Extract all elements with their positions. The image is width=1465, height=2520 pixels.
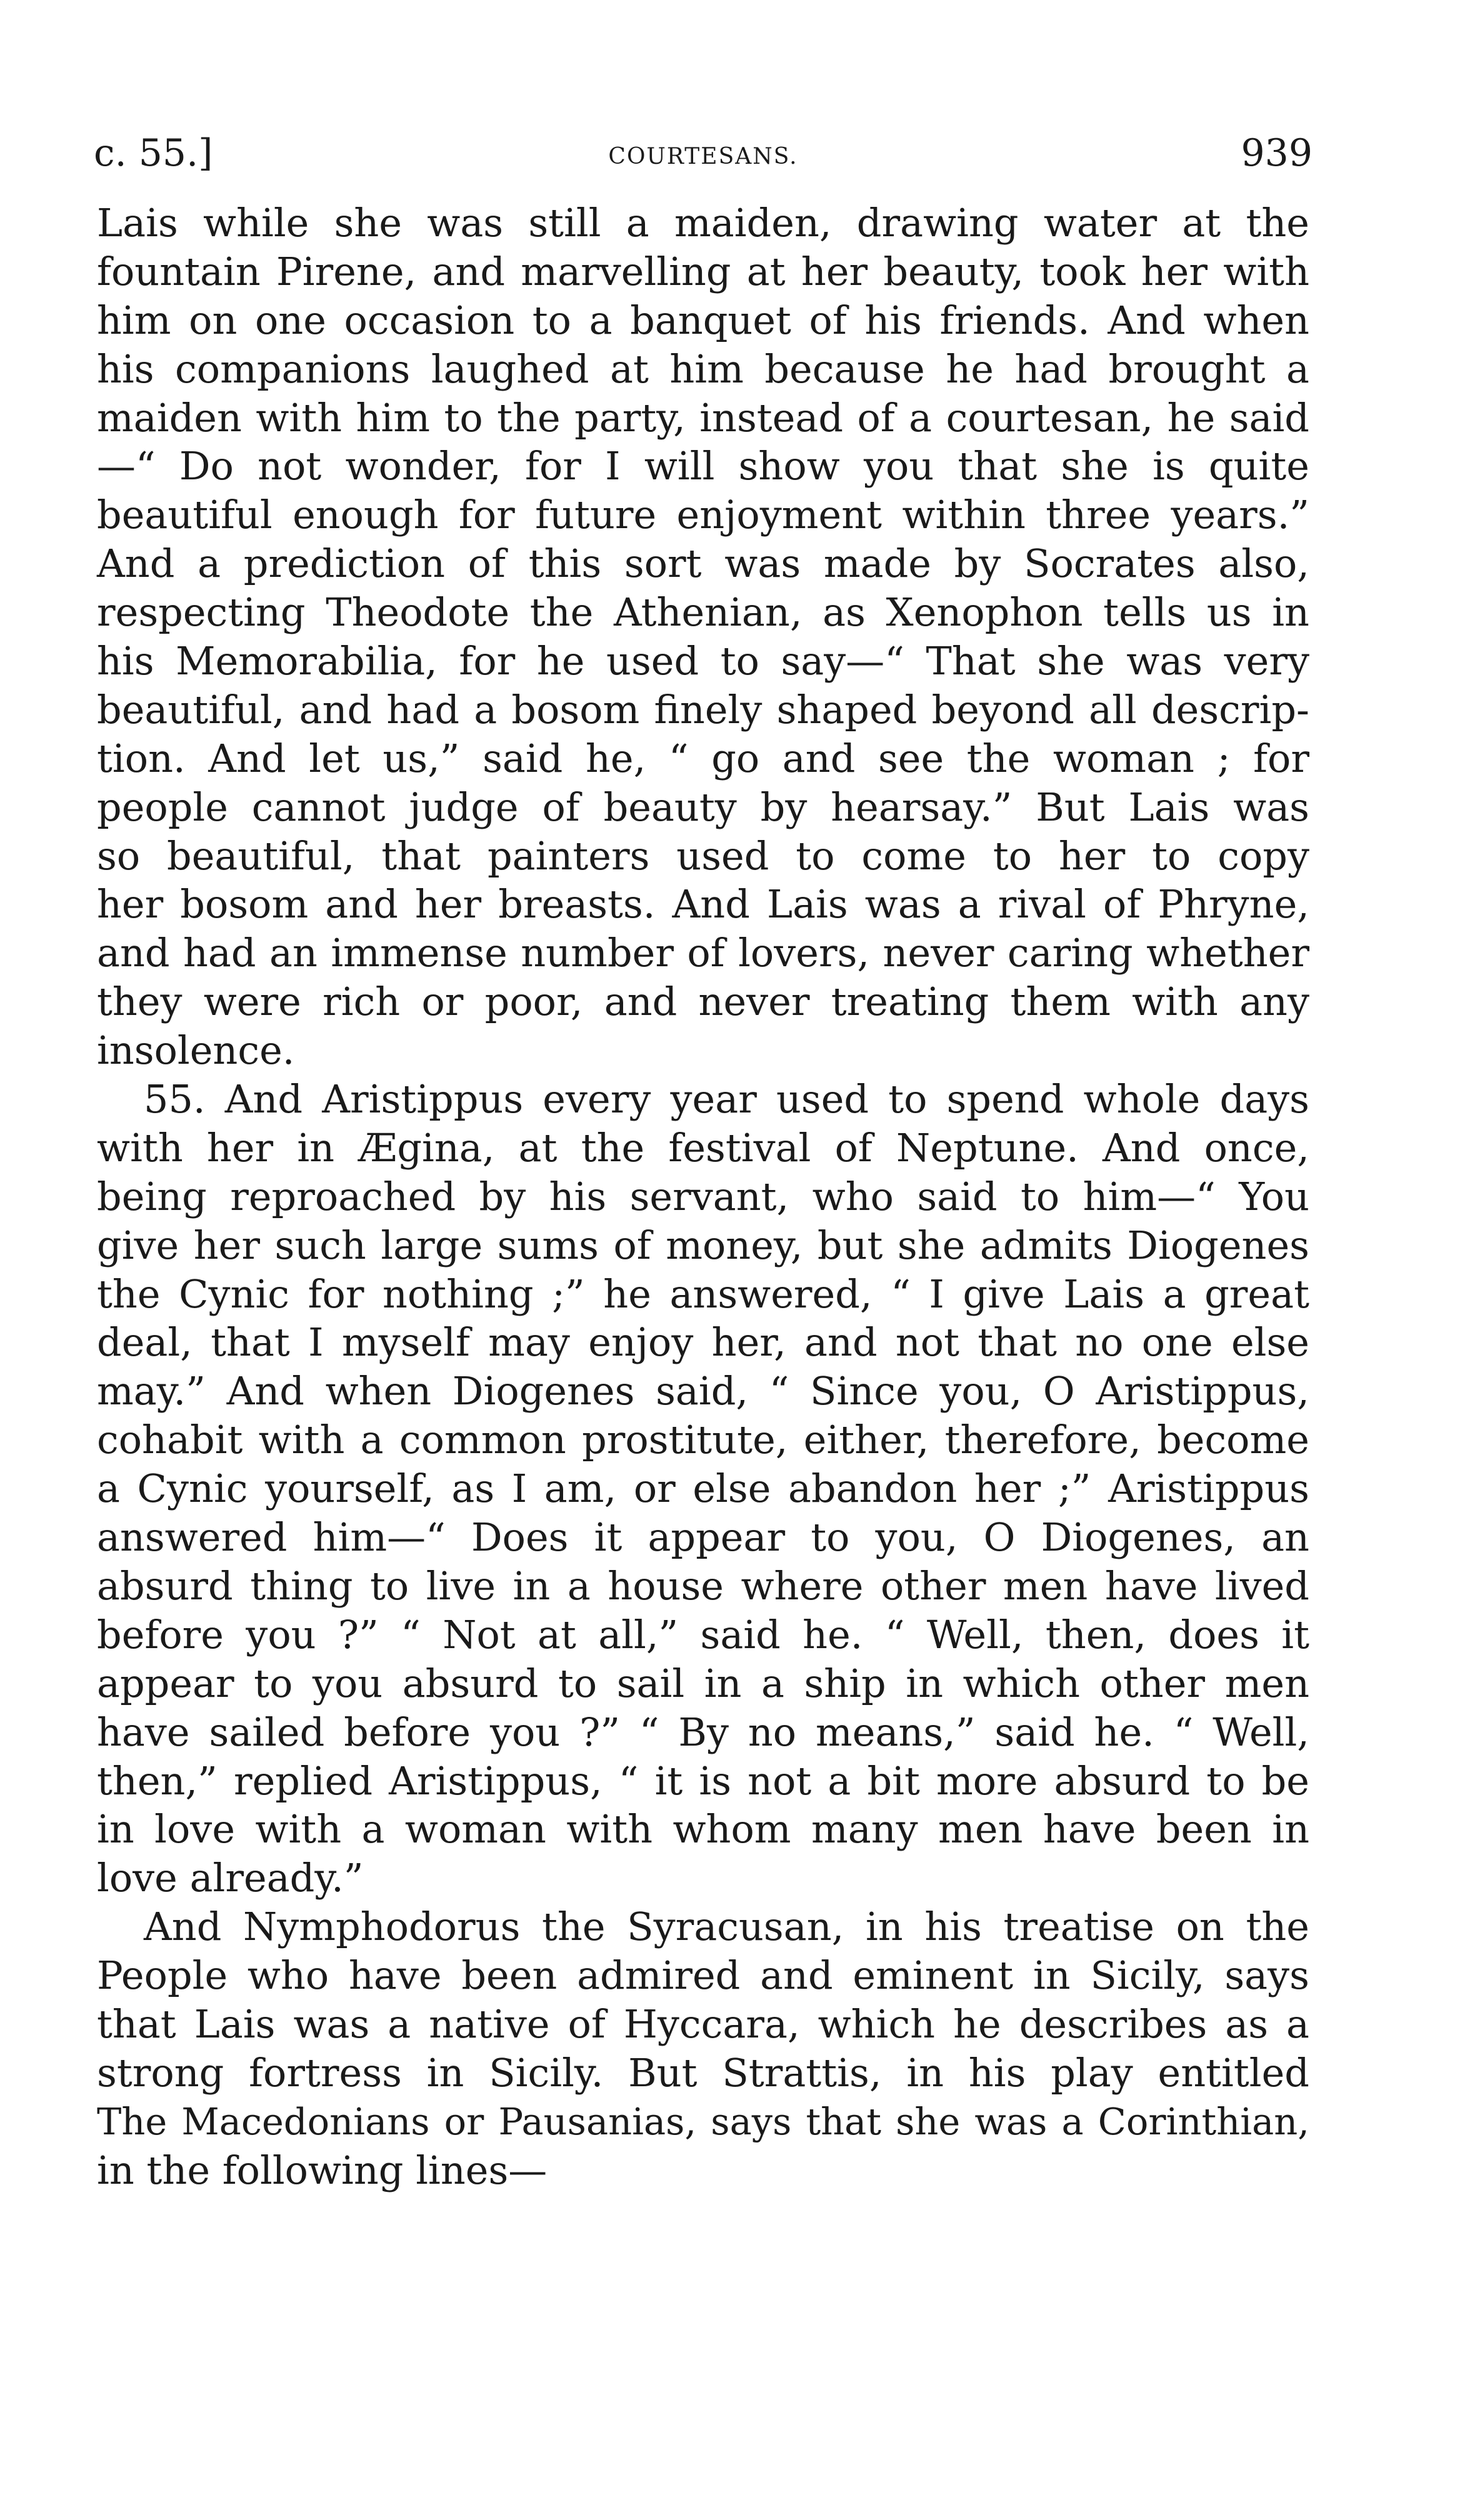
text-line: then,” replied Aristippus, “ it is not a bit more absurd to be: [97, 1758, 1309, 1804]
text-line: absurd thing to live in a house where other men have lived: [97, 1562, 1309, 1609]
text-line: so beautiful, that painters used to come to her to copy: [97, 832, 1309, 879]
text-line: in love with a woman with whom many men have been in: [97, 1806, 1309, 1852]
text-line: Lais while she was still a maiden, drawing water at the: [97, 200, 1309, 246]
section-reference: c. 55.]: [94, 131, 213, 175]
text-line: The Macedonians or Pausanias, says that she was a Corinthian,: [97, 2099, 1309, 2143]
text-line: the Cynic for nothing ;” he answered, “ I give Lais a great: [97, 1271, 1309, 1317]
text-line: appear to you absurd to sail in a ship in which other men: [97, 1660, 1309, 1706]
text-line: And a prediction of this sort was made by Socrates also,: [97, 541, 1309, 587]
text-line: in the following lines—: [97, 2147, 548, 2193]
text-line: People who have been admired and eminent in Sicily, says: [97, 1952, 1309, 1999]
text-line: fountain Pirene, and marvelling at her beauty, took her with: [97, 248, 1309, 294]
text-line: tion. And let us,” said he, “ go and see the woman ; for: [97, 735, 1309, 781]
running-head: COURTESANS.: [608, 144, 798, 169]
text-line: deal, that I myself may enjoy her, and not that no one else: [97, 1319, 1309, 1366]
text-line: maiden with him to the party, instead of a courtesan, he said: [97, 394, 1309, 441]
text-line: 55. And Aristippus every year used to spend whole days: [144, 1076, 1309, 1122]
text-line: him on one occasion to a banquet of his friends. And when: [97, 297, 1309, 343]
text-line: that Lais was a native of Hyccara, which he describes as a: [97, 2001, 1309, 2047]
text-line: cohabit with a common prostitute, either, therefore, become: [97, 1417, 1309, 1463]
page-number: 939: [1241, 131, 1312, 175]
page-header: [94, 125, 1312, 181]
body-text: [97, 199, 1309, 2195]
text-line: people cannot judge of beauty by hearsay.” But Lais was: [97, 784, 1309, 830]
text-line: his Memorabilia, for he used to say—“ That she was very: [97, 638, 1309, 684]
text-line: give her such large sums of money, but she admits Diogenes: [97, 1222, 1309, 1268]
text-line: respecting Theodote the Athenian, as Xenophon tells us in: [97, 589, 1309, 636]
text-line: her bosom and her breasts. And Lais was a rival of Phryne,: [97, 881, 1309, 928]
text-line: love already.”: [97, 1855, 364, 1901]
text-line: and had an immense number of lovers, never caring whether: [97, 930, 1309, 976]
text-line: —“ Do not wonder, for I will show you that she is quite: [97, 443, 1309, 489]
text-line: insolence.: [97, 1028, 295, 1074]
text-line: And Nymphodorus the Syracusan, in his treatise on the: [144, 1904, 1309, 1950]
text-line: have sailed before you ?” “ By no means,” said he. “ Well,: [97, 1709, 1309, 1755]
text-line: may.” And when Diogenes said, “ Since you, O Aristippus,: [97, 1368, 1309, 1414]
text-line: answered him—“ Does it appear to you, O Diogenes, an: [97, 1514, 1309, 1561]
text-line: being reproached by his servant, who said to him—“ You: [97, 1173, 1309, 1219]
text-line: beautiful, and had a bosom finely shaped beyond all descrip-: [97, 686, 1309, 732]
text-line: they were rich or poor, and never treating them with any: [97, 979, 1309, 1025]
text-line: beautiful enough for future enjoyment within three years.”: [97, 492, 1309, 538]
text-line: before you ?” “ Not at all,” said he. “ Well, then, does it: [97, 1611, 1309, 1658]
text-line: with her in Ægina, at the festival of Neptune. And once,: [97, 1124, 1309, 1171]
text-line: strong fortress in Sicily. But Strattis, in his play entitled: [97, 2049, 1309, 2096]
text-line: a Cynic yourself, as I am, or else abandon her ;” Aristippus: [97, 1466, 1309, 1512]
text-line: his companions laughed at him because he had brought a: [97, 346, 1309, 392]
